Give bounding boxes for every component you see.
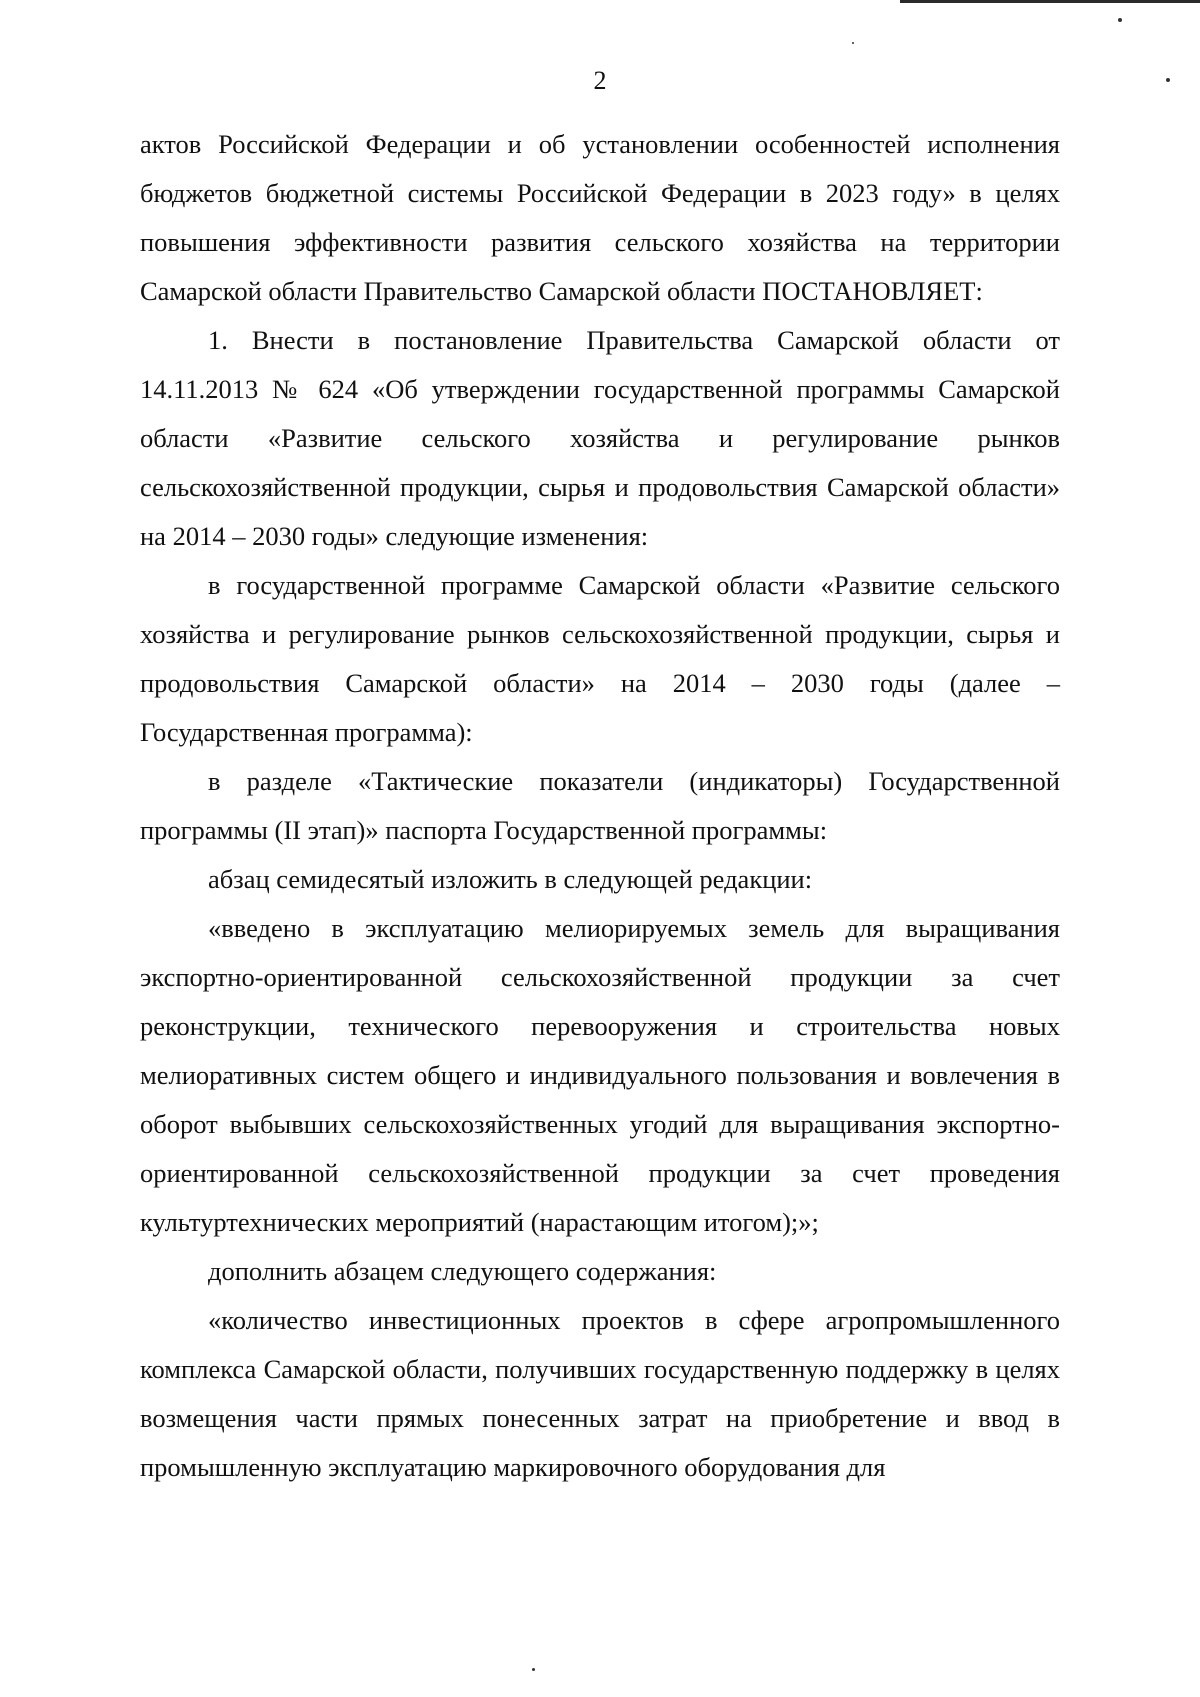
scan-speck <box>532 1668 535 1671</box>
document-body <box>140 120 1060 1492</box>
scan-speck <box>1118 18 1122 22</box>
paragraph-instruction-add: дополнить абзацем следующего содержания: <box>208 1256 717 1286</box>
paragraph-instruction-70th: абзац семидесятый изложить в следующей редакции: <box>208 864 813 894</box>
paragraph-quoted-investment: «количество инвестиционных проектов в сфере агропромышленного комплекса Самарской области, получивших государственную поддержку в целях возмещения части прямых понесенных затрат на приобретение и ввод в промышленную эксплуатацию маркировочного оборудования для <box>140 1305 1060 1482</box>
page-number: 2 <box>593 66 607 95</box>
paragraph-item-1: 1. Внести в постановление Правительства Самарской области от 14.11.2013 № 624 «Об утверждении государственной программы Самарской области «Развитие сельского хозяйства и регулирование рынков сельскохозяйственной продукции, сырья и продовольствия Самарской области» на 2014 – 2030 годы» следующие изменения: <box>140 325 1060 551</box>
paragraph-program-changes: в государственной программе Самарской области «Развитие сельского хозяйства и регулирование рынков сельскохозяйственной продукции, сырья и продовольствия Самарской области» на 2014 – 2030 годы (далее – Государственная программа): <box>140 570 1060 747</box>
paragraph-quoted-reclamation: «введено в эксплуатацию мелиорируемых земель для выращивания экспортно-ориентированной сельскохозяйственной продукции за счет реконструкции, технического перевооружения и строительства новых мелиоративных систем общего и индивидуального пользования и вовлечения в оборот выбывших сельскохозяйственных угодий для выращивания экспортно-ориентированной сельскохозяйственной продукции за счет проведения культуртехнических мероприятий (нарастающим итогом);»; <box>140 913 1060 1237</box>
paragraph-preamble-end: актов Российской Федерации и об установлении особенностей исполнения бюджетов бюджетной системы Российской Федерации в 2023 году» в целях повышения эффективности развития сельского хозяйства на территории Самарской области Правительство Самарской области ПОСТАНОВЛЯЕТ: <box>140 129 1060 306</box>
scan-edge-line <box>900 0 1200 3</box>
paragraph-section-reference: в разделе «Тактические показатели (индикаторы) Государственной программы (II этап)» паспорта Государственной программы: <box>140 766 1060 845</box>
scan-speck <box>852 42 854 44</box>
